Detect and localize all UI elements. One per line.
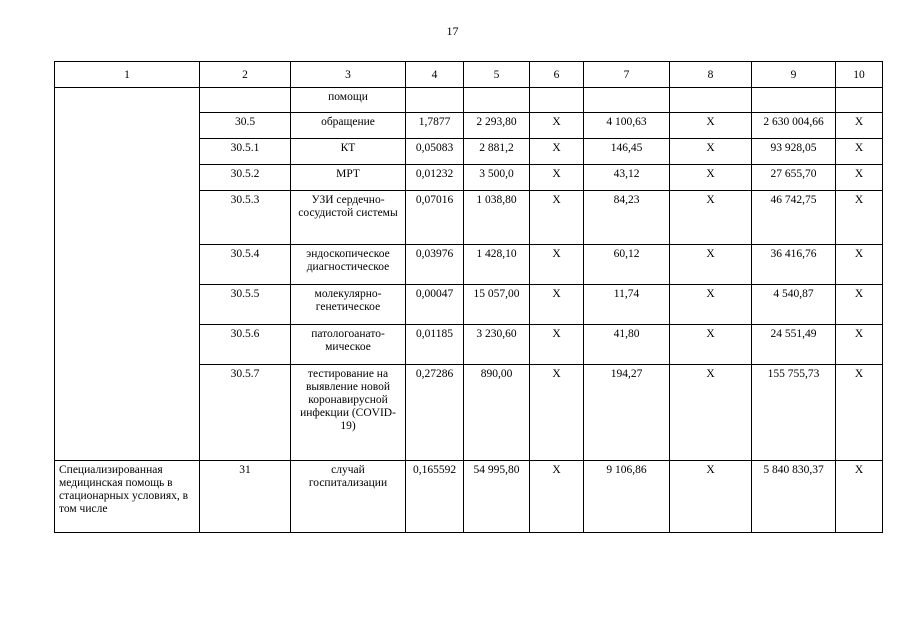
table-cell: помощи	[291, 88, 406, 113]
table-cell: 36 416,76	[752, 245, 836, 285]
table-cell: Х	[530, 285, 584, 325]
table-cell: Х	[836, 285, 883, 325]
page-number: 17	[446, 24, 459, 38]
table-row	[55, 88, 883, 113]
table-cell: 3 230,60	[464, 325, 530, 365]
table-cell: 4 540,87	[752, 285, 836, 325]
table-cell: 15 057,00	[464, 285, 530, 325]
table-cell: случай госпитализации	[291, 461, 406, 533]
table-cell: 0,165592	[406, 461, 464, 533]
table-cell: 31	[200, 461, 291, 533]
table-cell: Х	[670, 139, 752, 165]
column-header: 5	[464, 62, 530, 88]
table-cell: 9 106,86	[584, 461, 670, 533]
table-cell: 0,01185	[406, 325, 464, 365]
table-cell: 146,45	[584, 139, 670, 165]
table-cell: 2 881,2	[464, 139, 530, 165]
column-header: 1	[55, 62, 200, 88]
table-cell	[584, 88, 670, 113]
table-cell: 30.5.7	[200, 365, 291, 461]
column-header: 6	[530, 62, 584, 88]
table-cell: Х	[670, 461, 752, 533]
table-cell: 24 551,49	[752, 325, 836, 365]
table-cell: Х	[530, 113, 584, 139]
column-header: 4	[406, 62, 464, 88]
table-cell: 30.5.3	[200, 191, 291, 245]
table-cell: 54 995,80	[464, 461, 530, 533]
column-header: 10	[836, 62, 883, 88]
table-cell: Х	[836, 191, 883, 245]
table-cell: 11,74	[584, 285, 670, 325]
table-cell: 30.5.6	[200, 325, 291, 365]
table-row	[55, 461, 883, 533]
column-header: 9	[752, 62, 836, 88]
table-cell	[670, 88, 752, 113]
table-cell	[752, 88, 836, 113]
table-cell: 84,23	[584, 191, 670, 245]
table-cell	[200, 88, 291, 113]
table-cell: 46 742,75	[752, 191, 836, 245]
table-cell: Х	[836, 139, 883, 165]
table-cell: патологоанато-мическое	[291, 325, 406, 365]
table-cell: Х	[670, 245, 752, 285]
table-header-row	[55, 62, 883, 88]
table-cell: 27 655,70	[752, 165, 836, 191]
table-cell: Х	[670, 191, 752, 245]
table-cell	[406, 88, 464, 113]
table-cell: Специализированная медицинская помощь в стационарных условиях, в том числе	[55, 461, 200, 533]
table-cell: 0,07016	[406, 191, 464, 245]
table-cell: Х	[670, 325, 752, 365]
table-cell	[464, 88, 530, 113]
column-header: 7	[584, 62, 670, 88]
table-cell: 43,12	[584, 165, 670, 191]
table-cell-merged	[55, 88, 200, 461]
table-cell: 41,80	[584, 325, 670, 365]
table-cell: 30.5.5	[200, 285, 291, 325]
table-cell: Х	[670, 365, 752, 461]
table-cell: 1,7877	[406, 113, 464, 139]
table-cell: Х	[836, 461, 883, 533]
table-cell: 0,03976	[406, 245, 464, 285]
table-cell: Х	[836, 165, 883, 191]
column-header: 2	[200, 62, 291, 88]
table-cell: Х	[836, 245, 883, 285]
table-cell: Х	[670, 165, 752, 191]
table-cell: Х	[530, 191, 584, 245]
table-cell: Х	[670, 285, 752, 325]
table-cell: 30.5.1	[200, 139, 291, 165]
table-cell: 30.5	[200, 113, 291, 139]
table-cell: Х	[670, 113, 752, 139]
table-cell: 1 038,80	[464, 191, 530, 245]
table-cell: 3 500,0	[464, 165, 530, 191]
table-cell: Х	[836, 365, 883, 461]
table-cell: эндоскопическое диагностическое	[291, 245, 406, 285]
table-cell: КТ	[291, 139, 406, 165]
table-cell: Х	[530, 365, 584, 461]
table-cell: 60,12	[584, 245, 670, 285]
table-cell: 0,01232	[406, 165, 464, 191]
table-cell: 4 100,63	[584, 113, 670, 139]
table-cell: Х	[836, 113, 883, 139]
table-cell	[836, 88, 883, 113]
table-cell: 0,05083	[406, 139, 464, 165]
table-cell: 890,00	[464, 365, 530, 461]
column-header: 3	[291, 62, 406, 88]
table-cell: 2 630 004,66	[752, 113, 836, 139]
table-cell: УЗИ сердечно-сосудистой системы	[291, 191, 406, 245]
table-cell: обращение	[291, 113, 406, 139]
column-header: 8	[670, 62, 752, 88]
table-cell: 2 293,80	[464, 113, 530, 139]
table-cell: Х	[530, 139, 584, 165]
table-cell: 0,00047	[406, 285, 464, 325]
table-cell	[530, 88, 584, 113]
table-cell: 155 755,73	[752, 365, 836, 461]
table-cell: 30.5.4	[200, 245, 291, 285]
table-cell: 194,27	[584, 365, 670, 461]
table-cell: 0,27286	[406, 365, 464, 461]
table-cell: Х	[530, 325, 584, 365]
table-cell: 5 840 830,37	[752, 461, 836, 533]
table-cell: Х	[530, 165, 584, 191]
table-cell: тестирование на выявление новой коронавирусной инфекции (COVID-19)	[291, 365, 406, 461]
table-cell: 1 428,10	[464, 245, 530, 285]
table-cell: 30.5.2	[200, 165, 291, 191]
table-cell: Х	[530, 461, 584, 533]
table-cell: Х	[530, 245, 584, 285]
table-cell: Х	[836, 325, 883, 365]
table-cell: молекулярно-генетическое	[291, 285, 406, 325]
table-cell: МРТ	[291, 165, 406, 191]
data-table	[54, 61, 883, 533]
table-cell: 93 928,05	[752, 139, 836, 165]
